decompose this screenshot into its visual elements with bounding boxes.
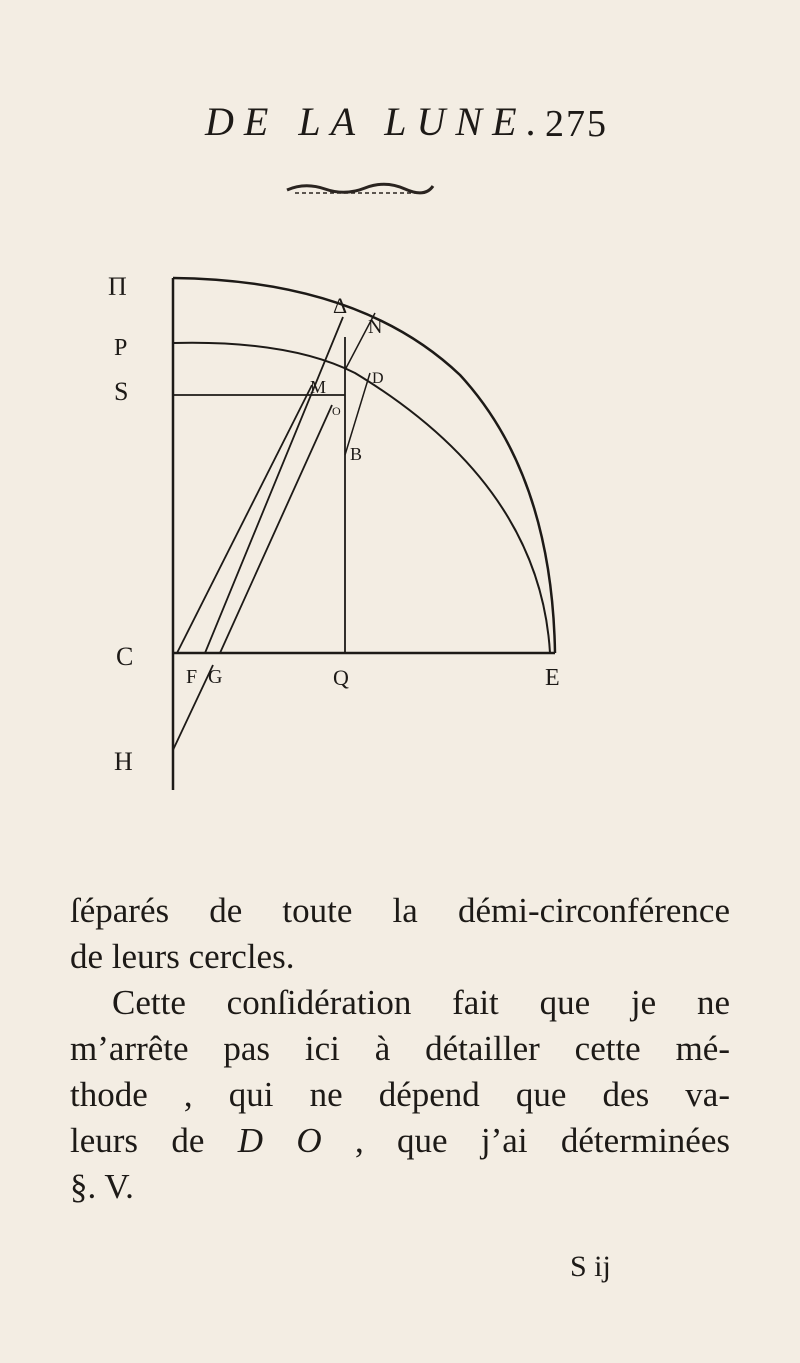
label-pi: Π xyxy=(108,272,127,301)
label-p: P xyxy=(114,335,128,361)
geometric-figure xyxy=(100,255,620,815)
header-ornament xyxy=(285,178,435,196)
label-o: O xyxy=(332,404,341,418)
label-delta: Δ xyxy=(333,293,348,318)
italic-variable: D O xyxy=(237,1121,322,1160)
diagonal-f-m xyxy=(177,385,312,653)
label-b: B xyxy=(350,444,363,464)
label-e: E xyxy=(545,665,560,691)
label-h: H xyxy=(114,747,133,776)
label-c: C xyxy=(116,642,134,671)
diagonal-g-delta xyxy=(205,317,343,653)
text-fragment: leurs de xyxy=(70,1121,238,1160)
label-m: M xyxy=(310,377,327,397)
text-line: ſéparés de toute la démi-circonférence xyxy=(70,891,730,930)
label-g: G xyxy=(208,666,223,688)
running-title: DE LA LUNE. xyxy=(205,99,547,144)
label-d: D xyxy=(372,370,384,387)
signature-mark: S ij xyxy=(570,1250,611,1283)
label-s: S xyxy=(114,377,129,406)
text-line: m’arrête pas ici à détailler cette mé- xyxy=(70,1029,730,1068)
body-text xyxy=(70,888,730,1210)
label-n: N xyxy=(368,316,383,338)
label-q: Q xyxy=(333,665,349,690)
diagonal-b-d xyxy=(345,373,370,455)
inner-arc xyxy=(173,343,550,653)
running-header xyxy=(0,98,800,158)
text-line: thode , qui ne dépend que des va- xyxy=(70,1075,730,1114)
text-line: Cette conſidération fait que je ne xyxy=(112,983,730,1022)
page-number: 275 xyxy=(545,103,608,145)
text-line: de leurs cercles. xyxy=(70,937,295,976)
section-reference: §. V. xyxy=(70,1167,134,1206)
label-f: F xyxy=(186,666,198,688)
text-line xyxy=(70,1118,730,1164)
text-fragment: , que j’ai déterminées xyxy=(321,1121,730,1160)
diagonal-o xyxy=(220,405,332,653)
